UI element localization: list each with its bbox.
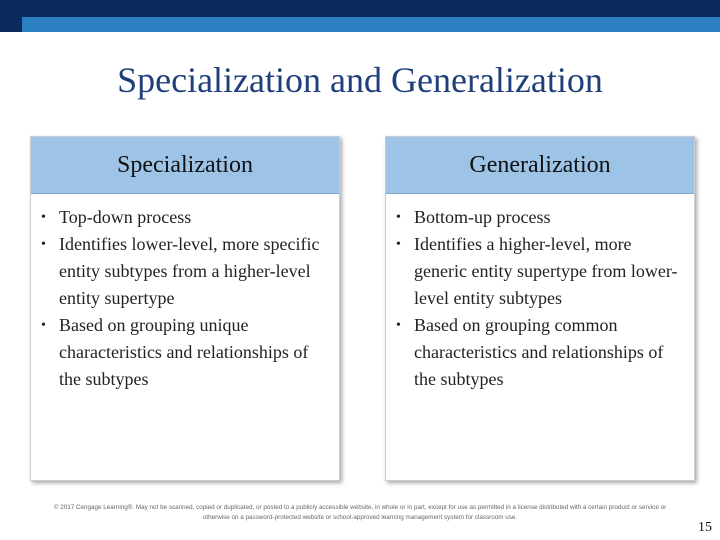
bullet-item xyxy=(41,204,333,231)
bullet-text: Identifies a higher-level, more generic entity supertype from lower-level entity subtypes xyxy=(414,234,678,308)
specialization-header: Specialization xyxy=(31,137,339,194)
bullet-dot: • xyxy=(396,318,401,333)
top-bar-dark-stripe xyxy=(0,0,720,17)
top-bar-left-block xyxy=(0,0,22,32)
bullet-text: Based on grouping common characteristics and relationships of the subtypes xyxy=(414,315,664,389)
top-decorative-bar xyxy=(0,0,720,36)
bullet-item xyxy=(396,204,688,231)
bullet-dot: • xyxy=(396,237,401,252)
bullet-dot: • xyxy=(396,210,401,225)
bullet-item xyxy=(41,312,333,393)
top-bar-blue-stripe xyxy=(0,17,720,32)
bullet-dot: • xyxy=(41,210,46,225)
bullet-text: Identifies lower-level, more specific entity subtypes from a higher-level entity supertype xyxy=(59,234,320,308)
copyright-notice: © 2017 Cengage Learning®. May not be scanned, copied or duplicated, or posted to a publicly accessible website, in whole or in part, except for use as permitted in a license distributed with a certain product or service or otherwise on a password-protected website or school-approved learning management system for classroom use. xyxy=(53,504,667,521)
specialization-panel xyxy=(30,136,340,481)
bullet-dot: • xyxy=(41,318,46,333)
bullet-text: Bottom-up process xyxy=(414,207,551,227)
specialization-bullet-list xyxy=(31,194,339,393)
page-number: 15 xyxy=(698,520,712,535)
generalization-bullet-list xyxy=(386,194,694,393)
generalization-header: Generalization xyxy=(386,137,694,194)
bullet-item xyxy=(396,231,688,312)
bullet-item xyxy=(396,312,688,393)
bullet-item xyxy=(41,231,333,312)
generalization-panel xyxy=(385,136,695,481)
bullet-text: Based on grouping unique characteristics and relationships of the subtypes xyxy=(59,315,309,389)
bullet-dot: • xyxy=(41,237,46,252)
bullet-text: Top-down process xyxy=(59,207,192,227)
slide-title: Specialization and Generalization xyxy=(117,60,603,100)
